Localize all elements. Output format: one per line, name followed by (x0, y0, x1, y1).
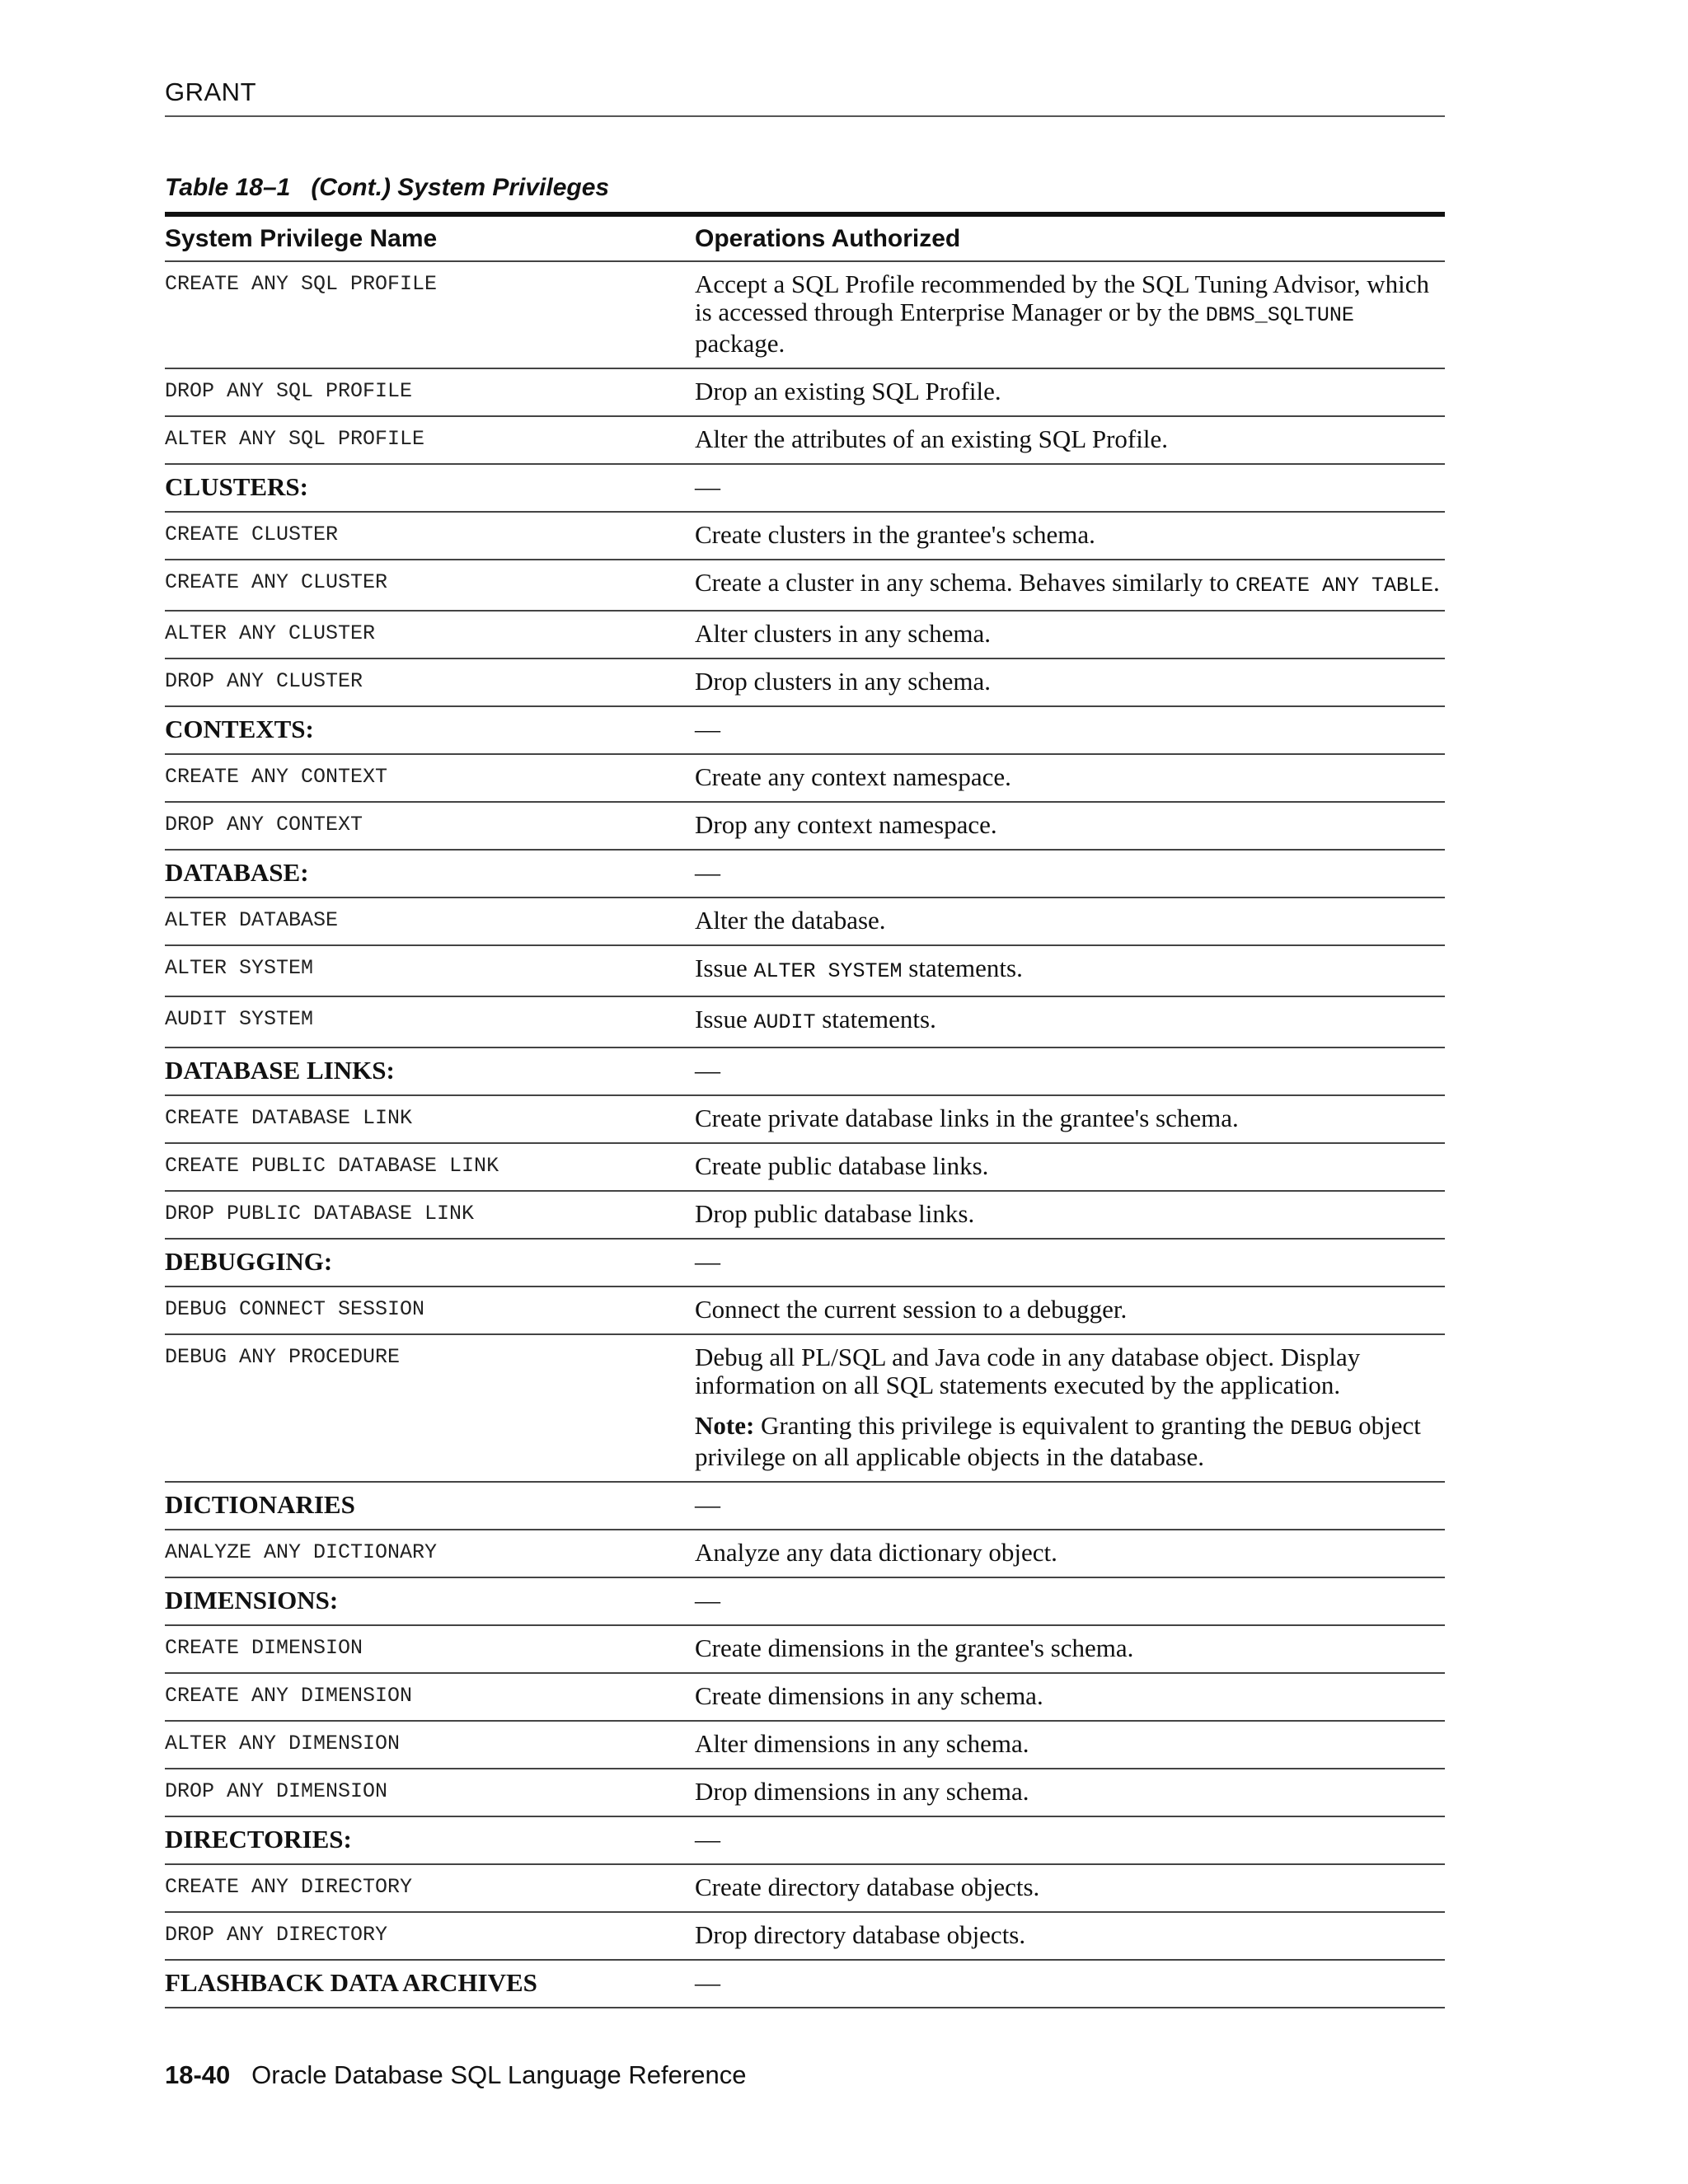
description-text: Drop an existing SQL Profile. (695, 377, 1001, 405)
table-category-row (165, 1483, 1445, 1530)
description-text: Issue AUDIT statements. (695, 1005, 936, 1034)
description-text: — (695, 858, 720, 887)
category-name: DIMENSIONS: (165, 1586, 339, 1615)
description-text: Accept a SQL Profile recommended by the SQL Tuning Advisor, which is accessed through Enterprise Manager or by the DBMS_SQLTUNE package. (695, 269, 1430, 358)
operations-authorized (695, 954, 1445, 986)
description-text: — (695, 1490, 720, 1519)
privilege-name: ALTER ANY SQL PROFILE (165, 427, 425, 451)
table-row (165, 803, 1445, 851)
system-privileges-table (165, 212, 1445, 2008)
table-category-row (165, 1240, 1445, 1287)
operations-authorized (695, 569, 1445, 600)
operations-authorized (695, 1730, 1445, 1758)
category-name: DATABASE LINKS: (165, 1056, 395, 1085)
table-row (165, 262, 1445, 369)
table-category-row (165, 1961, 1445, 2008)
privilege-name: ALTER ANY DIMENSION (165, 1732, 401, 1755)
operations-authorized (695, 1969, 1445, 1997)
table-row (165, 898, 1445, 946)
operations-authorized (695, 1586, 1445, 1615)
description-text: — (695, 715, 720, 743)
header-divider (165, 115, 1445, 117)
page-number: 18-40 (165, 2060, 231, 2089)
table-category-row (165, 1578, 1445, 1626)
table-header-row (165, 217, 1445, 262)
note-label: Note: (695, 1411, 755, 1440)
operations-authorized (695, 1104, 1445, 1132)
description-text: — (695, 1247, 720, 1276)
operations-authorized (695, 1296, 1445, 1324)
description-text: Drop directory database objects. (695, 1920, 1026, 1949)
operations-authorized (695, 377, 1445, 405)
description-text: Create a cluster in any schema. Behaves similarly to CREATE ANY TABLE. (695, 568, 1440, 598)
table-row (165, 1865, 1445, 1913)
privilege-name: ANALYZE ANY DICTIONARY (165, 1540, 438, 1564)
operations-authorized (695, 859, 1445, 887)
operations-authorized (695, 1005, 1445, 1037)
privilege-name: DROP ANY CONTEXT (165, 813, 363, 837)
description-text: Drop clusters in any schema. (695, 667, 991, 696)
description-text: — (695, 1056, 720, 1085)
operations-authorized (695, 1921, 1445, 1949)
table-row (165, 369, 1445, 417)
privilege-name: DROP PUBLIC DATABASE LINK (165, 1202, 475, 1226)
description-text: — (695, 1968, 720, 1997)
table-row (165, 997, 1445, 1048)
description-text: Drop any context namespace. (695, 810, 997, 839)
privilege-name: DROP ANY DIRECTORY (165, 1923, 388, 1947)
table-row (165, 1192, 1445, 1240)
operations-authorized (695, 1778, 1445, 1806)
description-text: Create directory database objects. (695, 1872, 1040, 1901)
operations-authorized (695, 473, 1445, 501)
inline-code: DEBUG (1290, 1417, 1353, 1441)
operations-authorized (695, 668, 1445, 696)
description-text: Create dimensions in any schema. (695, 1681, 1043, 1710)
operations-authorized (695, 1825, 1445, 1854)
table-row (165, 612, 1445, 659)
inline-code: DBMS_SQLTUNE (1205, 303, 1354, 327)
table-row (165, 1913, 1445, 1961)
table-row (165, 513, 1445, 560)
operations-authorized (695, 1200, 1445, 1228)
table-row (165, 1530, 1445, 1578)
privilege-name: DROP ANY SQL PROFILE (165, 379, 413, 403)
privilege-name: CREATE CLUSTER (165, 523, 339, 546)
description-text: — (695, 1586, 720, 1615)
operations-authorized (695, 715, 1445, 743)
table-category-row (165, 1817, 1445, 1865)
table-row (165, 1769, 1445, 1817)
category-name: FLASHBACK DATA ARCHIVES (165, 1968, 537, 1997)
operations-authorized (695, 1491, 1445, 1519)
operations-authorized (695, 1152, 1445, 1180)
table-row (165, 1096, 1445, 1144)
description-text: Alter the attributes of an existing SQL Profile. (695, 424, 1168, 453)
running-head: GRANT (165, 77, 256, 106)
description-text: Drop public database links. (695, 1199, 975, 1228)
description-text: Alter clusters in any schema. (695, 619, 991, 648)
privilege-name: ALTER ANY CLUSTER (165, 621, 376, 645)
table-category-row (165, 851, 1445, 898)
table-row (165, 1722, 1445, 1769)
privilege-name: DEBUG ANY PROCEDURE (165, 1345, 401, 1369)
category-name: DIRECTORIES: (165, 1825, 352, 1854)
table-body (165, 262, 1445, 2008)
table-category-row (165, 707, 1445, 755)
inline-code: ALTER SYSTEM (753, 959, 903, 983)
operations-authorized (695, 907, 1445, 935)
category-name: CONTEXTS: (165, 715, 314, 743)
table-row (165, 1144, 1445, 1192)
operations-authorized (695, 1634, 1445, 1662)
operations-authorized (695, 1248, 1445, 1276)
operations-authorized (695, 270, 1445, 358)
table-row (165, 946, 1445, 997)
privilege-name: DEBUG CONNECT SESSION (165, 1297, 425, 1321)
operations-authorized (695, 811, 1445, 839)
page-footer (165, 2060, 746, 2090)
description-text: Connect the current session to a debugger. (695, 1295, 1128, 1324)
operations-authorized (695, 620, 1445, 648)
privilege-name: CREATE ANY DIMENSION (165, 1684, 413, 1708)
table-row (165, 1626, 1445, 1674)
table-category-row (165, 465, 1445, 513)
privilege-name: ALTER DATABASE (165, 908, 339, 932)
operations-authorized (695, 425, 1445, 453)
operations-authorized (695, 763, 1445, 791)
privilege-name: CREATE DATABASE LINK (165, 1106, 413, 1130)
table-row (165, 1287, 1445, 1335)
operations-authorized (695, 1343, 1445, 1471)
table-row (165, 1674, 1445, 1722)
table-row (165, 1335, 1445, 1483)
privilege-name: DROP ANY DIMENSION (165, 1779, 388, 1803)
privilege-name: CREATE ANY SQL PROFILE (165, 272, 438, 296)
description-note: Note: Granting this privilege is equivalent to granting the DEBUG object privilege on all applicable objects in the database. (695, 1411, 1421, 1471)
privilege-name: CREATE PUBLIC DATABASE LINK (165, 1154, 499, 1178)
category-name: CLUSTERS: (165, 472, 308, 501)
table-row (165, 560, 1445, 612)
description-text: Create any context namespace. (695, 762, 1011, 791)
description-text: Analyze any data dictionary object. (695, 1538, 1057, 1567)
category-name: DATABASE: (165, 858, 309, 887)
table-row (165, 659, 1445, 707)
table-row (165, 417, 1445, 465)
description-text: Debug all PL/SQL and Java code in any database object. Display information on all SQL statements executed by the application. (695, 1343, 1361, 1399)
column-header-operations: Operations Authorized (695, 224, 961, 252)
description-text: Issue ALTER SYSTEM statements. (695, 954, 1023, 983)
privilege-name: CREATE DIMENSION (165, 1636, 363, 1660)
book-title: Oracle Database SQL Language Reference (251, 2060, 747, 2089)
privilege-name: CREATE ANY DIRECTORY (165, 1875, 413, 1899)
description-text: Create clusters in the grantee's schema. (695, 520, 1095, 549)
table-row (165, 755, 1445, 803)
description-text: Create private database links in the grantee's schema. (695, 1104, 1239, 1132)
operations-authorized (695, 1539, 1445, 1567)
privilege-name: AUDIT SYSTEM (165, 1007, 314, 1031)
operations-authorized (695, 1873, 1445, 1901)
privilege-name: ALTER SYSTEM (165, 956, 314, 980)
description-text: Alter dimensions in any schema. (695, 1729, 1029, 1758)
description-text: Create public database links. (695, 1151, 989, 1180)
privilege-name: CREATE ANY CLUSTER (165, 570, 388, 594)
description-text: — (695, 1825, 720, 1854)
category-name: DICTIONARIES (165, 1490, 355, 1519)
description-text: Create dimensions in the grantee's schema. (695, 1633, 1134, 1662)
inline-code: AUDIT (753, 1010, 816, 1034)
operations-authorized (695, 521, 1445, 549)
operations-authorized (695, 1682, 1445, 1710)
table-caption: Table 18–1 (Cont.) System Privileges (165, 174, 610, 201)
description-text: — (695, 472, 720, 501)
privilege-name: DROP ANY CLUSTER (165, 669, 363, 693)
privilege-name: CREATE ANY CONTEXT (165, 765, 388, 789)
description-text: Drop dimensions in any schema. (695, 1777, 1029, 1806)
description-text: Alter the database. (695, 906, 886, 935)
category-name: DEBUGGING: (165, 1247, 333, 1276)
inline-code: CREATE ANY TABLE (1235, 574, 1433, 598)
operations-authorized (695, 1057, 1445, 1085)
column-header-privilege-name: System Privilege Name (165, 224, 438, 252)
table-category-row (165, 1048, 1445, 1096)
